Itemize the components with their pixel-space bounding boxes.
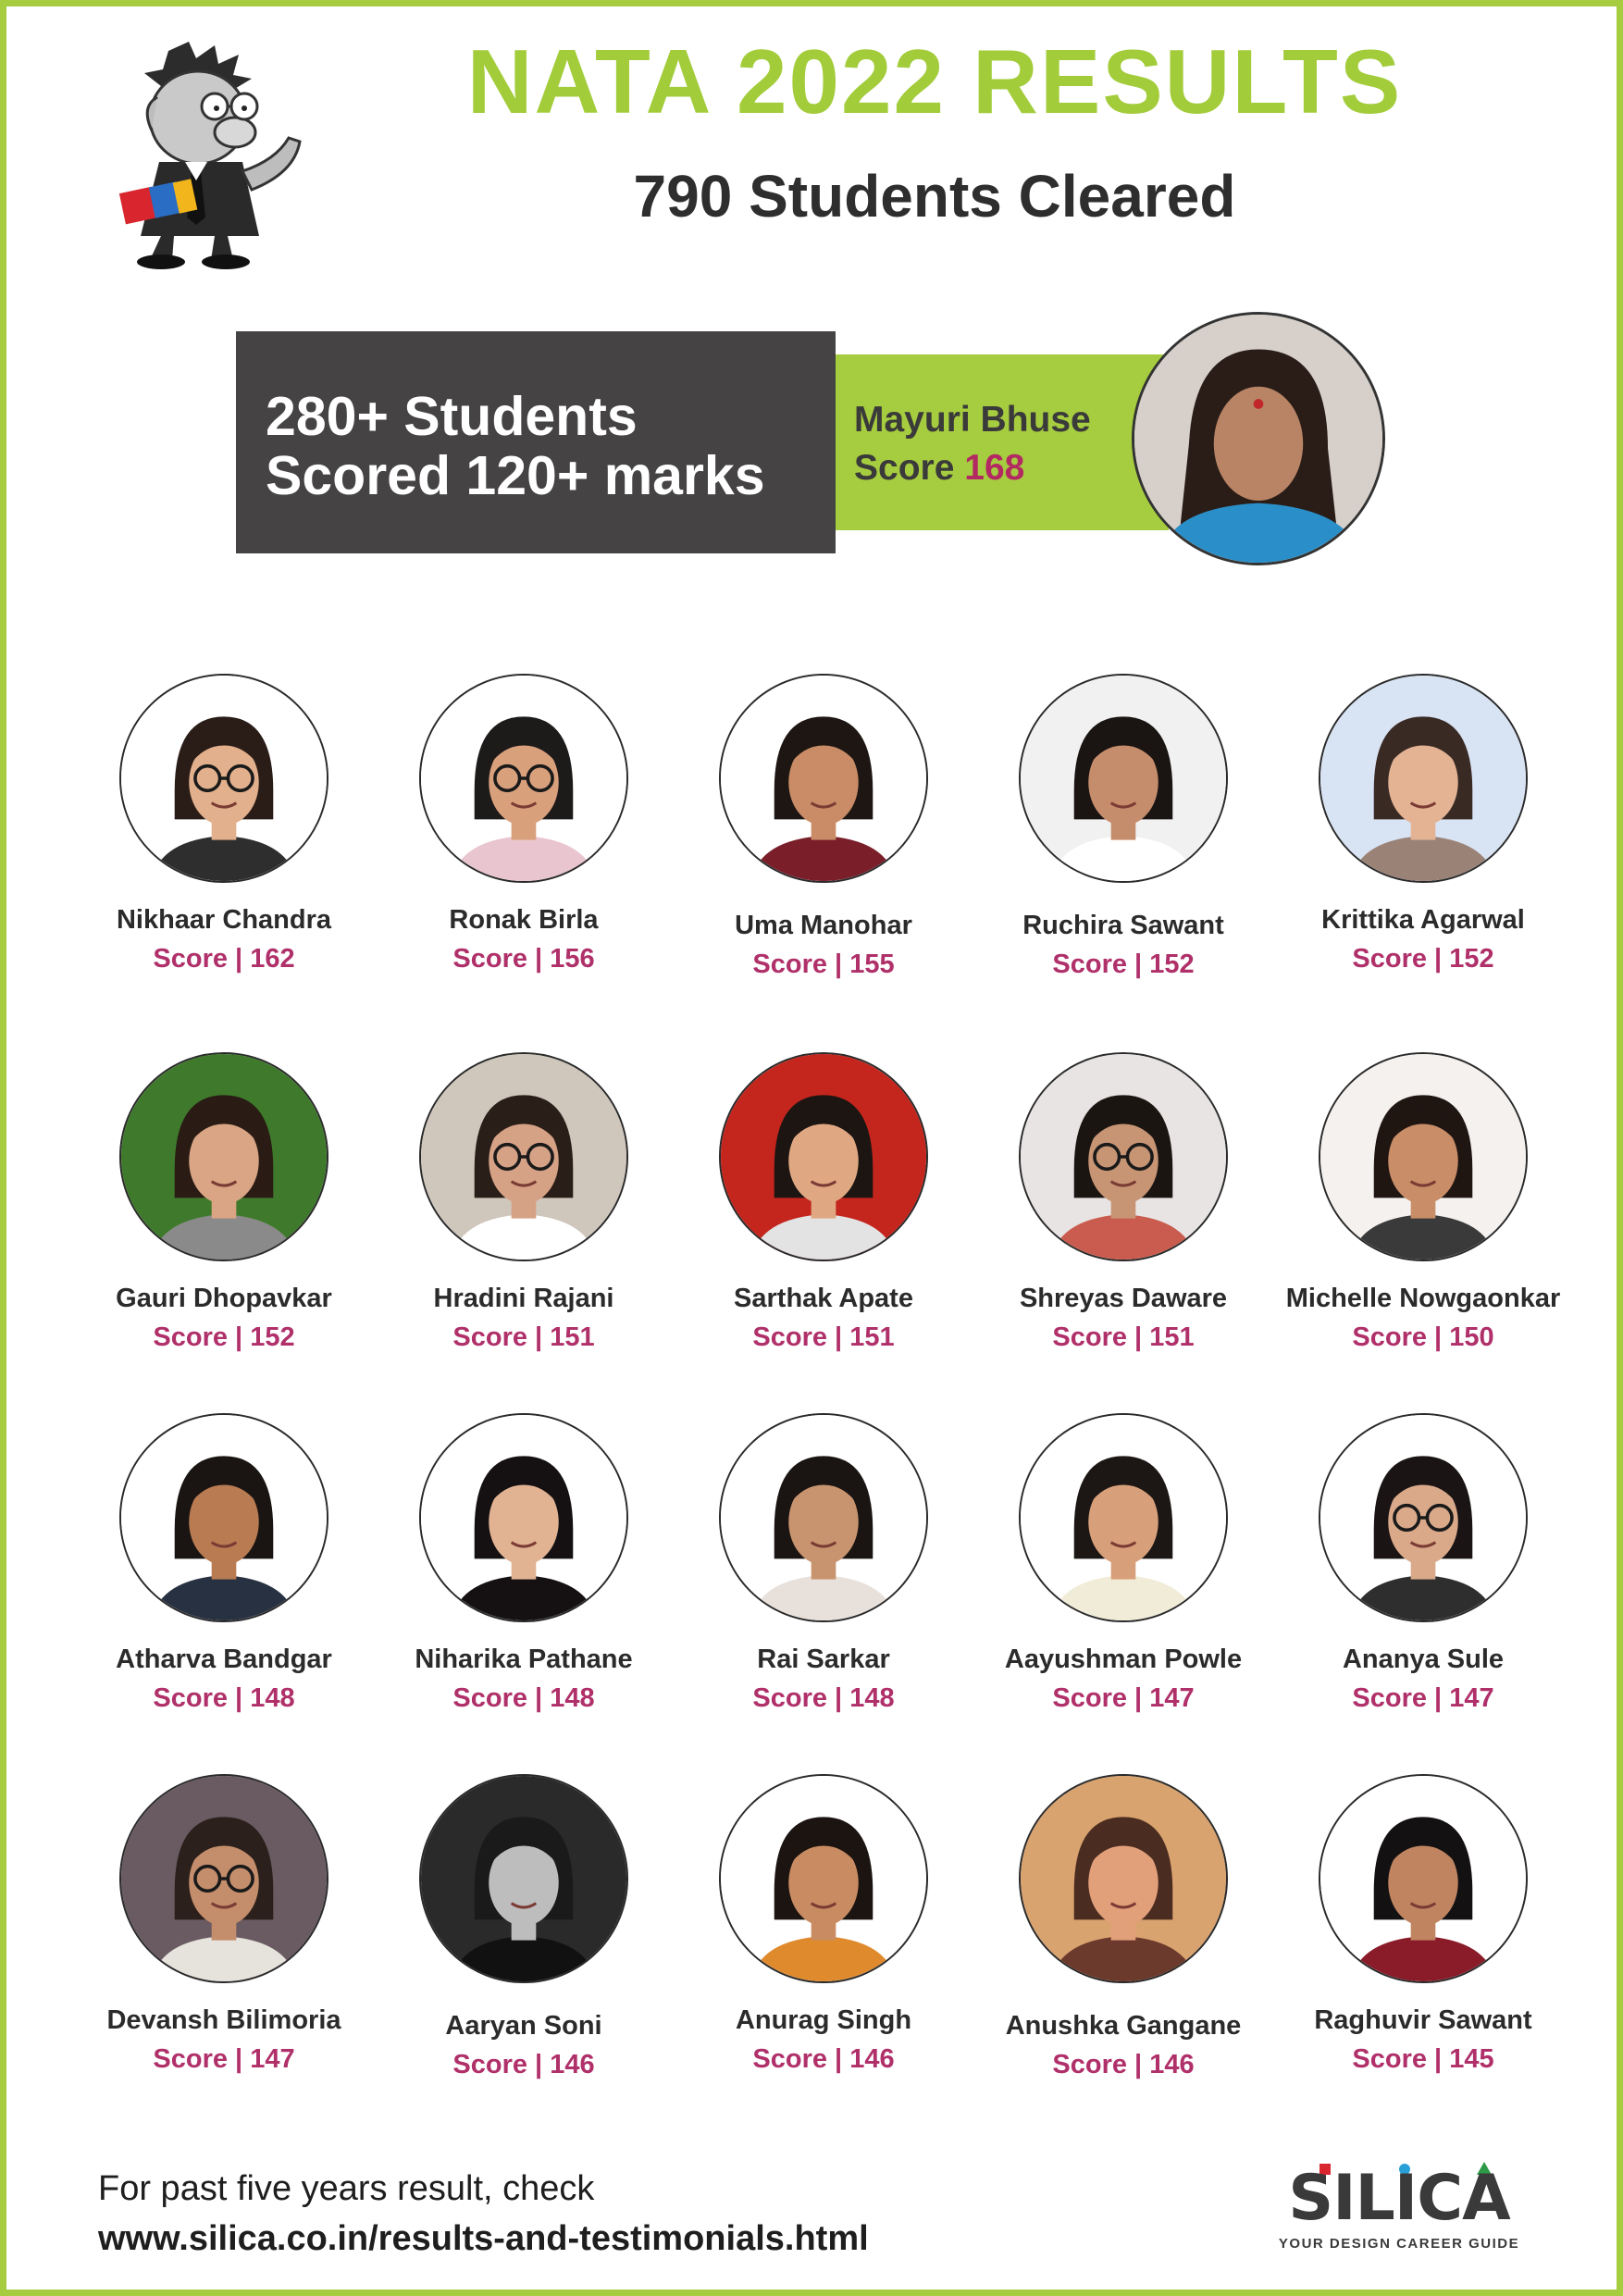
student-photo xyxy=(419,1774,628,1983)
student-name: Aaryan Soni xyxy=(445,2011,602,2041)
student-score: Score | 148 xyxy=(153,1683,295,1713)
student-card xyxy=(1273,674,1573,979)
student-score: Score | 146 xyxy=(452,2050,595,2079)
student-name: Uma Manohar xyxy=(735,911,912,940)
student-card xyxy=(374,1774,674,2079)
student-score: Score | 150 xyxy=(1352,1322,1494,1352)
student-card xyxy=(74,1774,374,2079)
topper-panel xyxy=(836,354,1169,530)
results-link[interactable]: www.silica.co.in/results-and-testimonials.html xyxy=(98,2219,869,2258)
student-name: Devansh Bilimoria xyxy=(106,2005,341,2035)
topper-score-label: Score xyxy=(854,448,955,488)
student-photo xyxy=(419,674,628,883)
student-name: Atharva Bandgar xyxy=(116,1644,332,1674)
student-card xyxy=(1273,1774,1573,2079)
page-subtitle: 790 Students Cleared xyxy=(633,163,1236,230)
student-card xyxy=(374,1413,674,1719)
student-card xyxy=(973,1774,1273,2079)
student-photo xyxy=(1019,1774,1228,1983)
student-name: Anushka Gangane xyxy=(1005,2011,1242,2041)
student-score: Score | 147 xyxy=(153,2044,295,2074)
student-photo xyxy=(119,1413,328,1622)
student-photo xyxy=(1019,1052,1228,1261)
logo-wordmark: SILICA xyxy=(1288,2162,1510,2235)
student-photo xyxy=(719,1413,928,1622)
student-card xyxy=(973,1413,1273,1719)
student-photo xyxy=(1319,1052,1528,1261)
page-title: NATA 2022 RESULTS xyxy=(466,31,1403,132)
student-photo xyxy=(1019,1413,1228,1622)
student-name: Raghuvir Sawant xyxy=(1314,2005,1532,2035)
student-card xyxy=(374,1052,674,1358)
logo-tagline: YOUR DESIGN CAREER GUIDE xyxy=(1278,2236,1520,2252)
student-card xyxy=(674,1774,973,2079)
student-score: Score | 152 xyxy=(1052,949,1195,979)
topper-photo xyxy=(1132,312,1385,565)
student-score: Score | 147 xyxy=(1352,1683,1494,1713)
student-card xyxy=(1273,1413,1573,1719)
student-score: Score | 147 xyxy=(1052,1683,1195,1713)
mascot-illustration xyxy=(104,42,326,273)
student-score: Score | 148 xyxy=(452,1683,595,1713)
student-score: Score | 152 xyxy=(153,1322,295,1352)
student-card xyxy=(973,674,1273,979)
student-name: Ananya Sule xyxy=(1342,1644,1505,1674)
student-score: Score | 151 xyxy=(452,1322,595,1352)
student-photo xyxy=(719,1774,928,1983)
footer-note: For past five years result, check xyxy=(98,2169,595,2208)
student-photo xyxy=(119,674,328,883)
student-name: Nikhaar Chandra xyxy=(116,905,332,935)
student-card xyxy=(74,1413,374,1719)
student-photo xyxy=(1019,674,1228,883)
student-name: Sarthak Apate xyxy=(734,1284,913,1313)
student-card xyxy=(674,674,973,979)
student-photo xyxy=(719,1052,928,1261)
student-photo xyxy=(119,1052,328,1261)
student-name: Michelle Nowgaonkar xyxy=(1285,1284,1561,1313)
student-name: Aayushman Powle xyxy=(1004,1644,1243,1674)
student-photo xyxy=(1319,1413,1528,1622)
student-score: Score | 145 xyxy=(1352,2044,1494,2074)
student-score: Score | 152 xyxy=(1352,944,1494,974)
topper-score xyxy=(854,444,1169,492)
student-score: Score | 156 xyxy=(452,944,595,974)
silica-logo xyxy=(1270,2156,1529,2258)
student-photo xyxy=(1319,674,1528,883)
student-score: Score | 162 xyxy=(153,944,295,974)
student-score: Score | 151 xyxy=(752,1322,895,1352)
student-score: Score | 146 xyxy=(1052,2050,1195,2079)
student-name: Shreyas Daware xyxy=(1019,1284,1228,1313)
student-card xyxy=(374,674,674,979)
topper-name: Mayuri Bhuse xyxy=(854,400,1091,440)
banner-line-2: Scored 120+ marks xyxy=(266,445,765,506)
student-name: Ruchira Sawant xyxy=(1022,911,1224,940)
student-card xyxy=(674,1413,973,1719)
student-photo xyxy=(1319,1774,1528,1983)
student-card xyxy=(74,1052,374,1358)
student-name: Niharika Pathane xyxy=(415,1644,633,1674)
student-card xyxy=(674,1052,973,1358)
student-photo xyxy=(419,1413,628,1622)
student-name: Ronak Birla xyxy=(449,905,599,935)
student-card xyxy=(1273,1052,1573,1358)
student-photo xyxy=(419,1052,628,1261)
highlight-banner xyxy=(236,331,836,553)
student-score: Score | 151 xyxy=(1052,1322,1195,1352)
student-name: Hradini Rajani xyxy=(433,1284,614,1313)
student-card xyxy=(973,1052,1273,1358)
student-card xyxy=(74,674,374,979)
student-name: Gauri Dhopavkar xyxy=(116,1284,332,1313)
student-score: Score | 148 xyxy=(752,1683,895,1713)
topper-score-value: 168 xyxy=(964,448,1025,488)
student-photo xyxy=(119,1774,328,1983)
banner-line-1: 280+ Students xyxy=(266,386,638,447)
student-name: Anurag Singh xyxy=(735,2005,912,2035)
student-score: Score | 146 xyxy=(752,2044,895,2074)
student-name: Rai Sarkar xyxy=(757,1644,890,1674)
student-name: Krittika Agarwal xyxy=(1321,905,1525,935)
student-score: Score | 155 xyxy=(752,949,895,979)
student-photo xyxy=(719,674,928,883)
